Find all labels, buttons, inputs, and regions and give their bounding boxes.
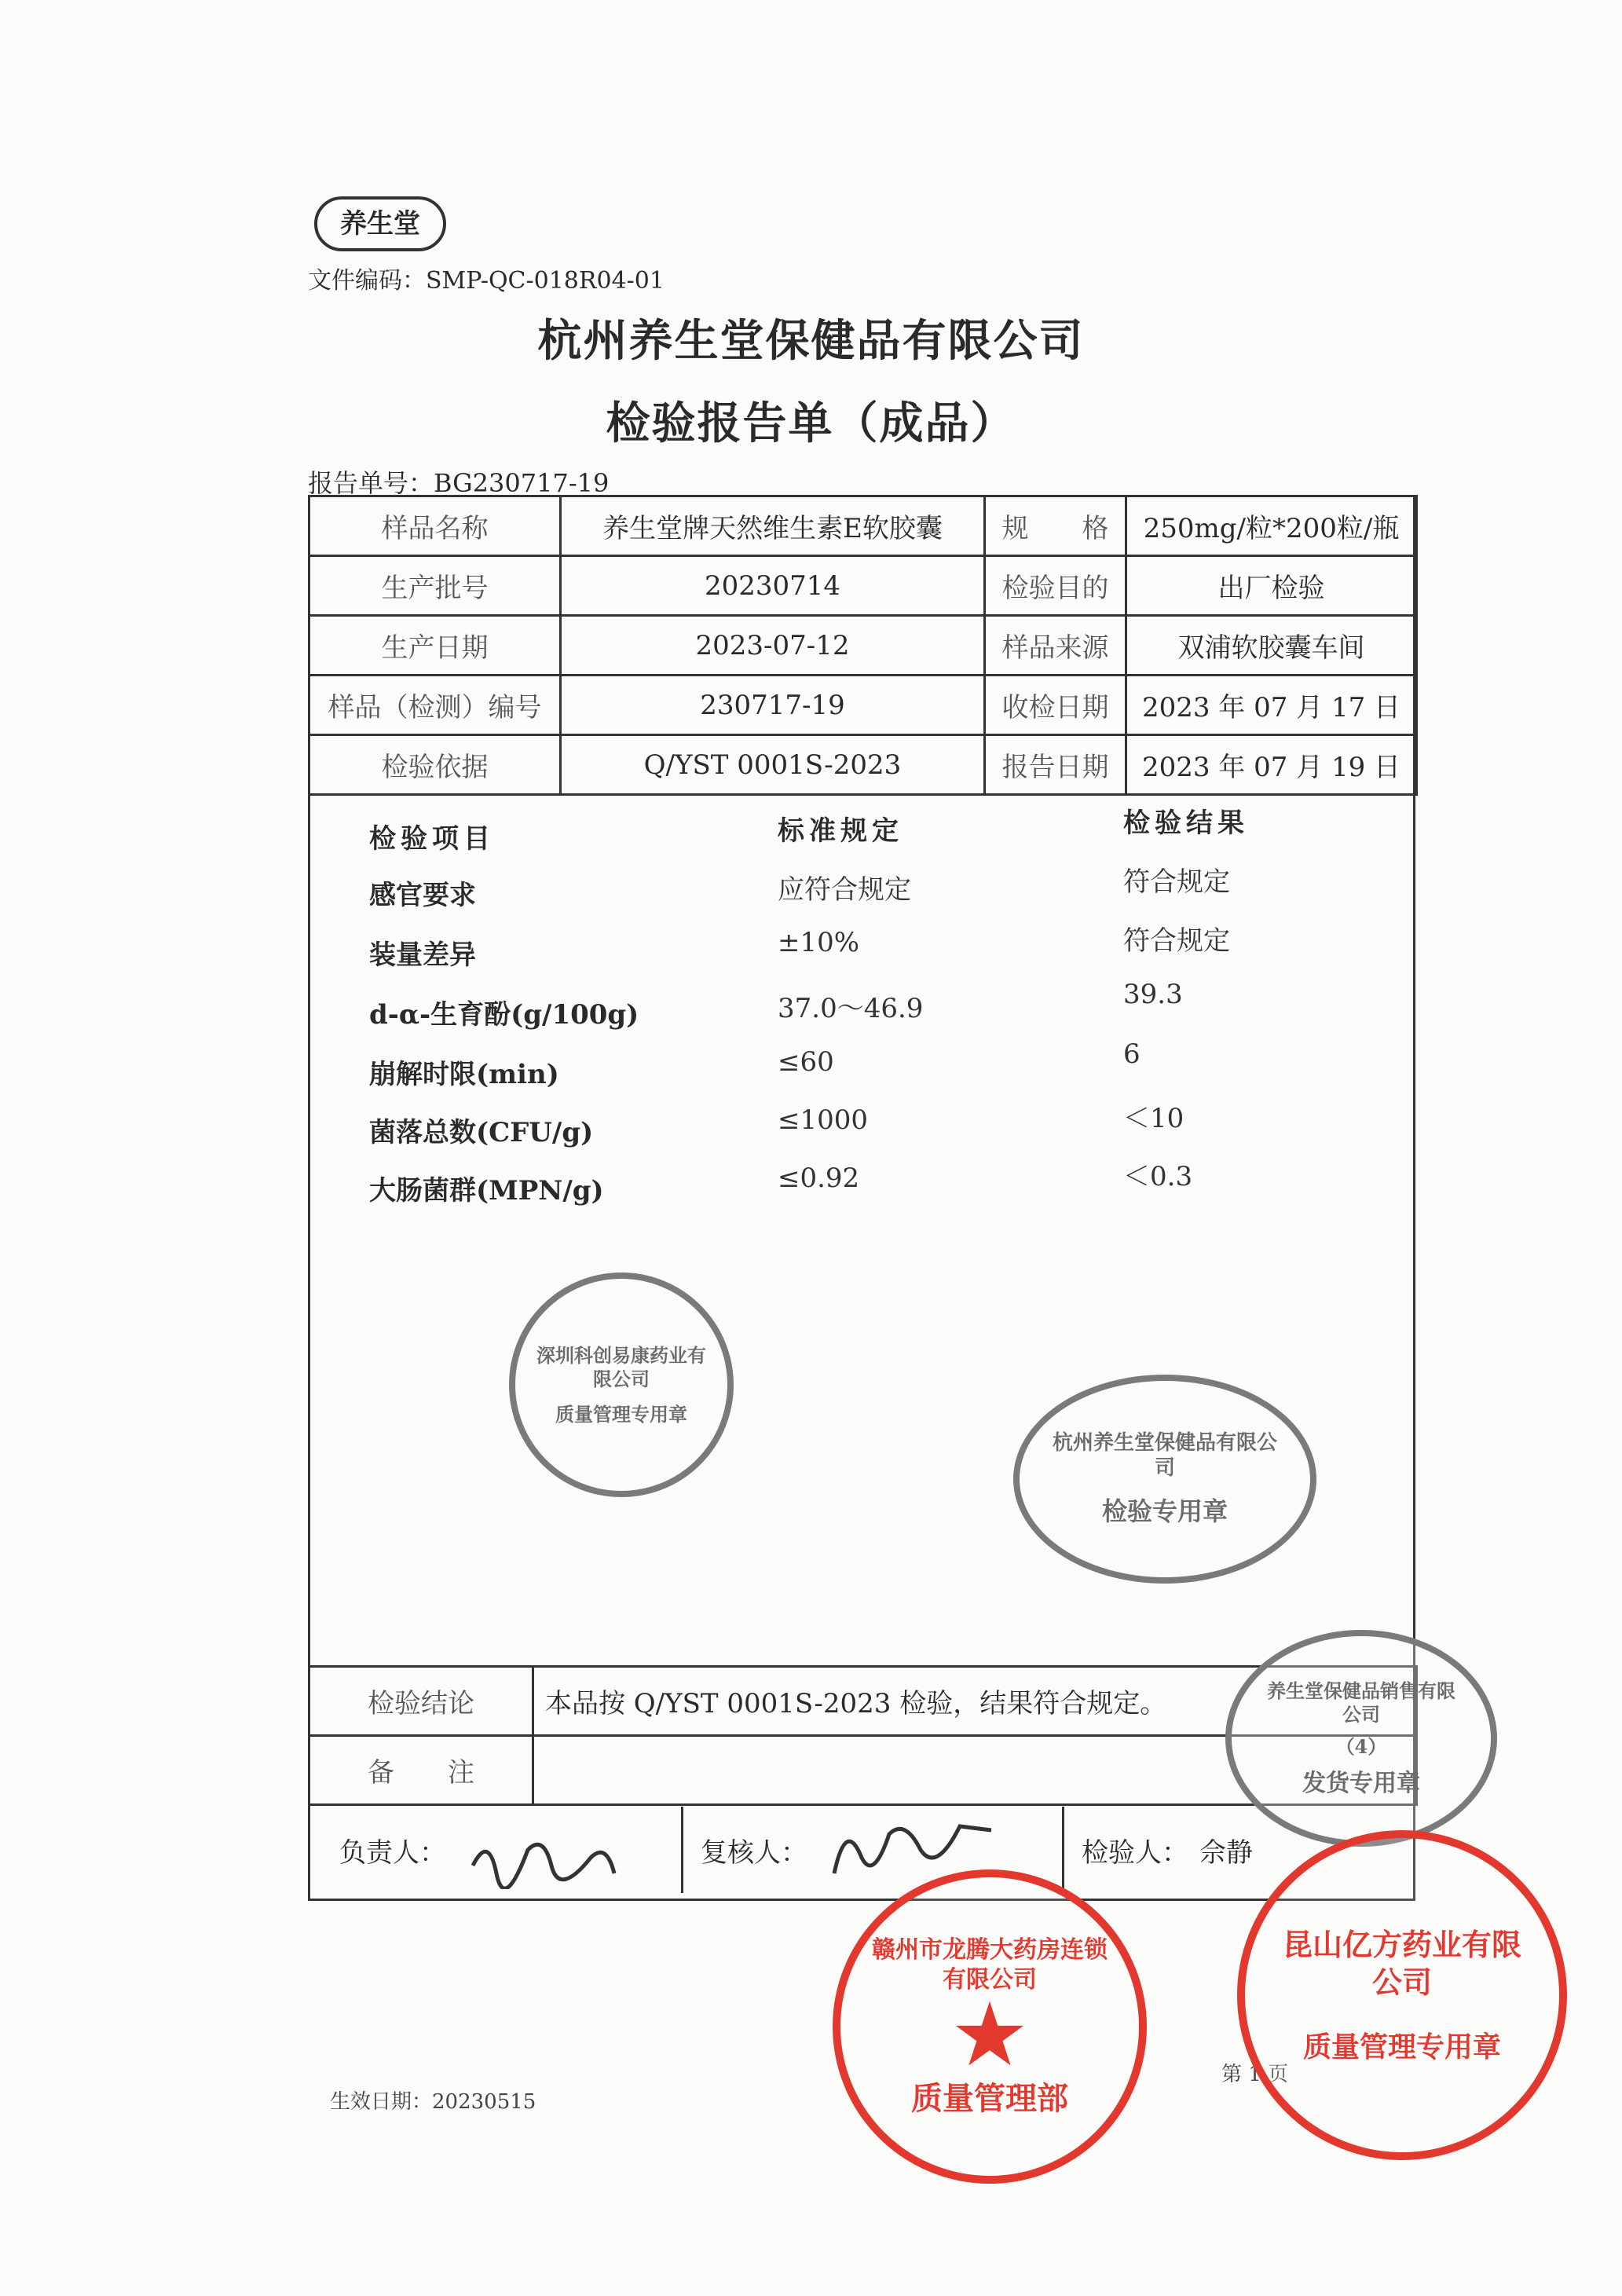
sample-name-value: 养生堂牌天然维生素E软胶囊 [561,496,985,556]
doc-number: 文件编码：SMP-QC-018R04-01 [308,267,665,295]
effective-date: 生效日期：20230515 [330,2090,536,2114]
seal-text: 昆山亿方药业有限公司 [1282,1926,1521,2000]
shipping-seal-gray [1225,1630,1497,1847]
table-row [309,556,1417,616]
item-result: ＜10 [1123,1103,1184,1134]
seal-text: 质量管理部 [911,2079,1068,2117]
item-name: 装量差异 [369,939,476,971]
batch-label: 生产批号 [309,556,561,616]
company-quality-seal-red [1237,1830,1567,2160]
pharmacy-quality-seal-red [833,1869,1147,2184]
conclusion-label: 检验结论 [309,1667,533,1736]
sample-name-label: 样品名称 [309,496,561,556]
responsible-signature [465,1818,622,1889]
seal-text: 质量管理专用章 [555,1402,687,1426]
seal-text: 养生堂保健品销售有限公司 [1267,1679,1455,1726]
item-standard: 应符合规定 [778,874,911,906]
batch-value: 20230714 [561,556,985,616]
reviewer-label: 复核人： [701,1836,807,1869]
item-standard: 37.0～46.9 [778,993,924,1024]
seal-text: 杭州养生堂保健品有限公司 [1052,1431,1277,1480]
quality-seal-gray [509,1273,734,1497]
receive-date-value: 2023 年 07 月 17 日 [1126,676,1417,735]
report-title: 检验报告单（成品） [606,397,1016,449]
conclusion-text: 本品按 Q/YST 0001S-2023 检验，结果符合规定。 [533,1667,1417,1736]
purpose-label: 检验目的 [985,556,1126,616]
report-date-label: 报告日期 [985,735,1126,795]
prod-date-label: 生产日期 [309,616,561,676]
seal-text: 检验专用章 [1101,1496,1228,1526]
remark-label: 备 注 [309,1736,533,1805]
signature-row [308,1807,1415,1893]
source-label: 样品来源 [985,616,1126,676]
seal-text: （4） [1335,1734,1387,1758]
seal-text: 深圳科创易康药业有限公司 [536,1343,706,1390]
item-name: 崩解时限(min) [369,1059,559,1090]
item-standard: ≤0.92 [778,1163,860,1194]
item-name: 菌落总数(CFU/g) [369,1117,594,1148]
inspector-name: 佘静 [1199,1836,1253,1869]
source-value: 双浦软胶囊车间 [1126,616,1417,676]
seal-text: 发货专用章 [1302,1769,1420,1797]
responsible-label: 负责人： [339,1836,446,1869]
inspector-label: 检验人： [1082,1836,1188,1869]
star-icon: ★ [954,1987,1025,2081]
table-row [309,616,1417,676]
sample-info-table [308,495,1418,796]
items-header-standard: 标准规定 [778,815,903,847]
basis-label: 检验依据 [309,735,561,795]
seal-text: 质量管理专用章 [1302,2030,1501,2063]
company-logo: 养生堂 [314,196,446,251]
item-name: d-α-生育酚(g/100g) [369,999,639,1031]
item-result: 符合规定 [1123,925,1230,957]
inspection-seal-gray [1013,1375,1316,1584]
item-standard: ≤60 [778,1046,834,1078]
report-number: 报告单号：BG230717-19 [308,468,610,498]
item-result: 符合规定 [1123,866,1230,898]
item-name: 感官要求 [369,880,476,911]
item-result: 39.3 [1123,979,1183,1010]
company-name: 杭州养生堂保健品有限公司 [537,315,1085,367]
spec-value: 250mg/粒*200粒/瓶 [1126,496,1417,556]
basis-value: Q/YST 0001S-2023 [561,735,985,795]
table-row [309,496,1417,556]
item-result: ＜0.3 [1123,1161,1193,1192]
items-header-item: 检验项目 [369,823,495,855]
sample-no-label: 样品（检测）编号 [309,676,561,735]
purpose-value: 出厂检验 [1126,556,1417,616]
table-row [309,735,1417,795]
report-date-value: 2023 年 07 月 19 日 [1126,735,1417,795]
item-standard: ≤1000 [778,1104,869,1136]
spec-label: 规 格 [985,496,1126,556]
item-standard: ±10% [778,927,860,958]
prod-date-value: 2023-07-12 [561,616,985,676]
signature-divider [681,1807,683,1893]
item-result: 6 [1123,1038,1141,1070]
table-row [309,676,1417,735]
receive-date-label: 收检日期 [985,676,1126,735]
item-name: 大肠菌群(MPN/g) [369,1175,604,1207]
seal-text: 赣州市龙腾大药房连锁有限公司 [872,1935,1108,1994]
signature-divider [1062,1807,1064,1893]
sample-no-value: 230717-19 [561,676,985,735]
items-header-result: 检验结果 [1123,807,1249,839]
page-number: 第 1 页 [1221,2063,1289,2086]
